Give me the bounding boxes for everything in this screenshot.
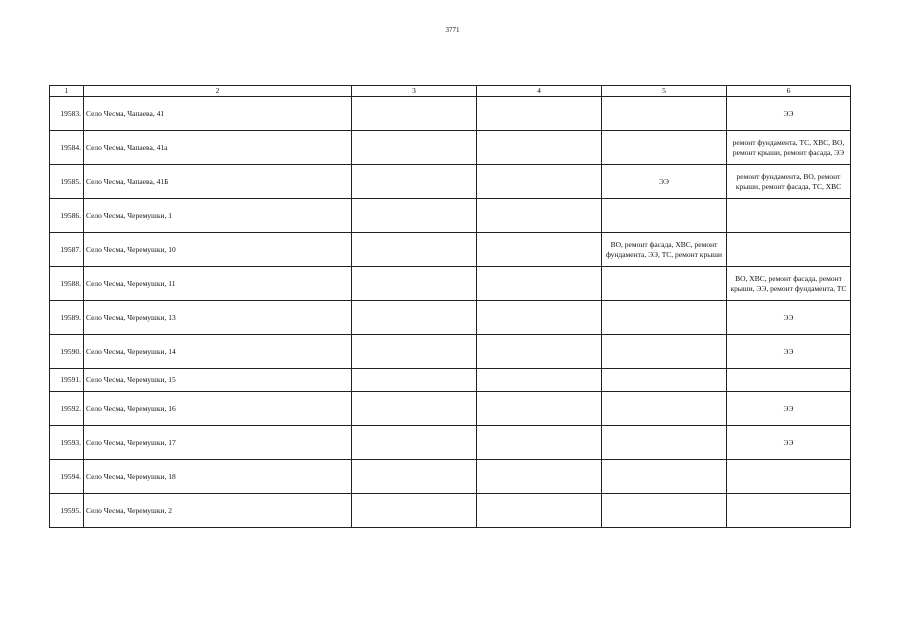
row-number-cell: 19590. (50, 335, 84, 369)
row-number-cell: 19583. (50, 97, 84, 131)
column-5-cell (602, 335, 727, 369)
row-number-cell: 19593. (50, 426, 84, 460)
column-6-cell: ЭЭ (727, 335, 851, 369)
column-4-cell (477, 494, 602, 528)
table-row (50, 97, 851, 131)
column-5-cell: ЭЭ (602, 165, 727, 199)
table-row (50, 392, 851, 426)
address-cell: Село Чесма, Чапаева, 41Б (84, 165, 352, 199)
row-number-cell: 19584. (50, 131, 84, 165)
table-row (50, 460, 851, 494)
column-6-cell: ремонт фундамента, ВО, ремонт крыши, ремонт фасада, ТС, ХВС (727, 165, 851, 199)
column-3-cell (352, 392, 477, 426)
column-header: 6 (727, 86, 851, 97)
table-row (50, 426, 851, 460)
row-number-cell: 19586. (50, 199, 84, 233)
column-5-cell (602, 369, 727, 392)
column-4-cell (477, 233, 602, 267)
row-number-cell: 19591. (50, 369, 84, 392)
column-5-cell (602, 199, 727, 233)
column-6-cell: ВО, ХВС, ремонт фасада, ремонт крыши, ЭЭ, ремонт фундамента, ТС (727, 267, 851, 301)
column-4-cell (477, 301, 602, 335)
column-3-cell (352, 301, 477, 335)
table-row (50, 369, 851, 392)
header-row (50, 86, 851, 97)
column-header: 3 (352, 86, 477, 97)
column-6-cell (727, 460, 851, 494)
column-3-cell (352, 97, 477, 131)
column-3-cell (352, 131, 477, 165)
address-cell: Село Чесма, Черемушки, 11 (84, 267, 352, 301)
column-6-cell: ЭЭ (727, 301, 851, 335)
column-5-cell (602, 392, 727, 426)
table-row (50, 199, 851, 233)
column-6-cell (727, 494, 851, 528)
column-5-cell (602, 426, 727, 460)
column-6-cell (727, 199, 851, 233)
column-3-cell (352, 199, 477, 233)
column-4-cell (477, 267, 602, 301)
table-body (50, 97, 851, 528)
column-5-cell (602, 301, 727, 335)
address-cell: Село Чесма, Черемушки, 18 (84, 460, 352, 494)
column-6-cell: ремонт фундамента, ТС, ХВС, ВО, ремонт крыши, ремонт фасада, ЭЭ (727, 131, 851, 165)
row-number-cell: 19595. (50, 494, 84, 528)
column-4-cell (477, 460, 602, 494)
column-5-cell (602, 460, 727, 494)
column-6-cell (727, 233, 851, 267)
column-4-cell (477, 369, 602, 392)
table-row (50, 131, 851, 165)
column-4-cell (477, 97, 602, 131)
column-5-cell (602, 97, 727, 131)
row-number-cell: 19594. (50, 460, 84, 494)
table-row (50, 335, 851, 369)
address-cell: Село Чесма, Черемушки, 14 (84, 335, 352, 369)
column-4-cell (477, 426, 602, 460)
address-cell: Село Чесма, Черемушки, 17 (84, 426, 352, 460)
address-cell: Село Чесма, Черемушки, 16 (84, 392, 352, 426)
column-6-cell: ЭЭ (727, 97, 851, 131)
table-row (50, 233, 851, 267)
column-4-cell (477, 131, 602, 165)
address-cell: Село Чесма, Черемушки, 15 (84, 369, 352, 392)
column-3-cell (352, 233, 477, 267)
column-3-cell (352, 335, 477, 369)
address-cell: Село Чесма, Чапаева, 41а (84, 131, 352, 165)
page-number: 3771 (445, 26, 460, 34)
row-number-cell: 19588. (50, 267, 84, 301)
row-number-cell: 19592. (50, 392, 84, 426)
column-5-cell (602, 131, 727, 165)
column-header: 5 (602, 86, 727, 97)
column-3-cell (352, 426, 477, 460)
row-number-cell: 19587. (50, 233, 84, 267)
address-cell: Село Чесма, Чапаева, 41 (84, 97, 352, 131)
column-4-cell (477, 392, 602, 426)
row-number-cell: 19589. (50, 301, 84, 335)
column-header: 4 (477, 86, 602, 97)
column-3-cell (352, 267, 477, 301)
column-6-cell (727, 369, 851, 392)
row-number-cell: 19585. (50, 165, 84, 199)
address-cell: Село Чесма, Черемушки, 1 (84, 199, 352, 233)
table-row (50, 494, 851, 528)
column-3-cell (352, 494, 477, 528)
address-cell: Село Чесма, Черемушки, 2 (84, 494, 352, 528)
column-4-cell (477, 165, 602, 199)
table-row (50, 165, 851, 199)
column-4-cell (477, 335, 602, 369)
register-table (49, 85, 851, 528)
column-5-cell (602, 494, 727, 528)
column-header: 1 (50, 86, 84, 97)
column-5-cell: ВО, ремонт фасада, ХВС, ремонт фундамента, ЭЭ, ТС, ремонт крыши (602, 233, 727, 267)
column-3-cell (352, 460, 477, 494)
table-row (50, 301, 851, 335)
address-cell: Село Чесма, Черемушки, 13 (84, 301, 352, 335)
column-6-cell: ЭЭ (727, 426, 851, 460)
column-3-cell (352, 165, 477, 199)
column-header: 2 (84, 86, 352, 97)
column-4-cell (477, 199, 602, 233)
address-cell: Село Чесма, Черемушки, 10 (84, 233, 352, 267)
column-6-cell: ЭЭ (727, 392, 851, 426)
column-3-cell (352, 369, 477, 392)
column-5-cell (602, 267, 727, 301)
table-row (50, 267, 851, 301)
